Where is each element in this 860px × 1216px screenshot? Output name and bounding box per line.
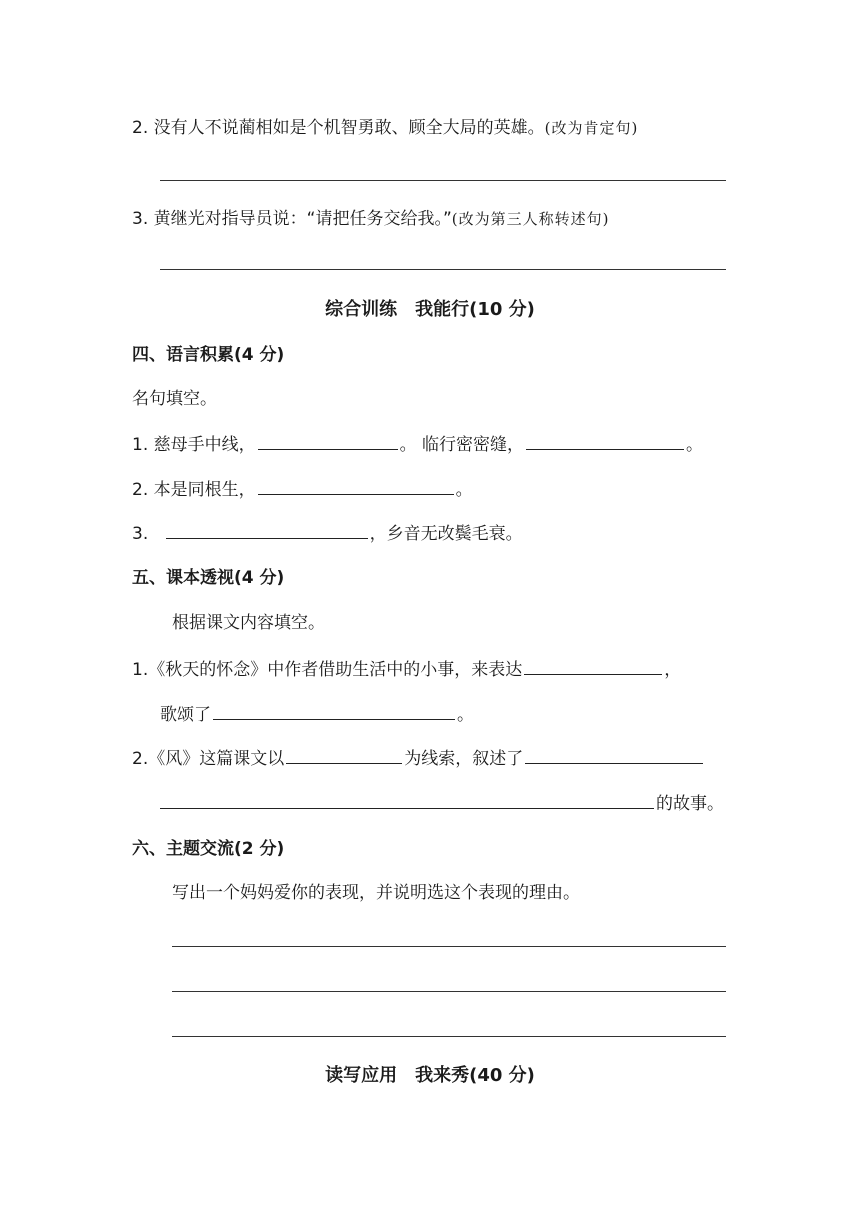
textbook-item-2: [132, 745, 740, 772]
section6-title: 六、主题交流(2 分): [132, 839, 285, 859]
question-number: 3.: [132, 209, 149, 229]
item-text: 1.《秋天的怀念》中作者借助生活中的小事，来表达: [132, 660, 523, 680]
item-text: 为线索，叙述了: [404, 749, 524, 769]
section5-title: 五、课本透视(4 分): [132, 568, 285, 588]
textbook-item-2-cont: [160, 790, 740, 817]
fill-item-1: [132, 431, 740, 458]
section-heading-reading: 读写应用 我来秀(40 分): [325, 1065, 535, 1086]
section5-instruction: 根据课文内容填空。: [172, 613, 325, 633]
item-text: 2.《风》这篇课文以: [132, 749, 285, 769]
item-text: 歌颂了: [160, 705, 211, 725]
item-number: 2.: [132, 480, 149, 500]
section-heading-comprehensive: 综合训练 我能行(10 分): [325, 299, 535, 320]
item-text: 本是同根生，: [153, 480, 256, 500]
item-text: 。: [455, 480, 473, 500]
fill-item-3: [132, 520, 740, 547]
fill-item-2: [132, 476, 740, 503]
question-text: 没有人不说蔺相如是个机智勇敢、顾全大局的英雄。: [153, 118, 545, 138]
answer-line[interactable]: [172, 946, 726, 947]
answer-line[interactable]: [172, 991, 726, 992]
blank[interactable]: [213, 701, 455, 720]
question-2: [132, 115, 740, 141]
blank[interactable]: [160, 790, 654, 809]
blank[interactable]: [258, 476, 454, 495]
item-text: 的故事。: [656, 794, 724, 814]
blank[interactable]: [258, 431, 398, 450]
item-text: ，: [664, 660, 682, 680]
answer-line[interactable]: [172, 1036, 726, 1037]
blank[interactable]: [526, 431, 684, 450]
blank[interactable]: [525, 745, 703, 764]
textbook-item-1-cont: [160, 701, 740, 728]
item-number: 3.: [132, 524, 149, 544]
blank[interactable]: [166, 520, 368, 539]
blank[interactable]: [524, 656, 662, 675]
answer-line[interactable]: [160, 180, 726, 181]
question-3: [132, 206, 740, 232]
question-note: (改为肯定句): [544, 119, 639, 137]
question-text: 黄继光对指导员说：“请把任务交给我。”: [153, 209, 452, 229]
textbook-item-1: [132, 656, 740, 683]
question-number: 2.: [132, 118, 149, 138]
item-number: 1.: [132, 435, 149, 455]
blank[interactable]: [286, 745, 402, 764]
section4-title: 四、语言积累(4 分): [132, 345, 285, 365]
item-text: 。: [686, 435, 704, 455]
question-note: (改为第三人称转述句): [451, 210, 610, 228]
item-text: 慈母手中线，: [153, 435, 256, 455]
section6-instruction: 写出一个妈妈爱你的表现，并说明选这个表现的理由。: [172, 883, 580, 903]
section4-instruction: 名句填空。: [132, 389, 217, 409]
item-text: ，乡音无改鬓毛衰。: [369, 524, 523, 544]
item-text: 。: [457, 705, 474, 725]
answer-line[interactable]: [160, 269, 726, 270]
item-text: 。 临行密密缝，: [399, 435, 525, 455]
